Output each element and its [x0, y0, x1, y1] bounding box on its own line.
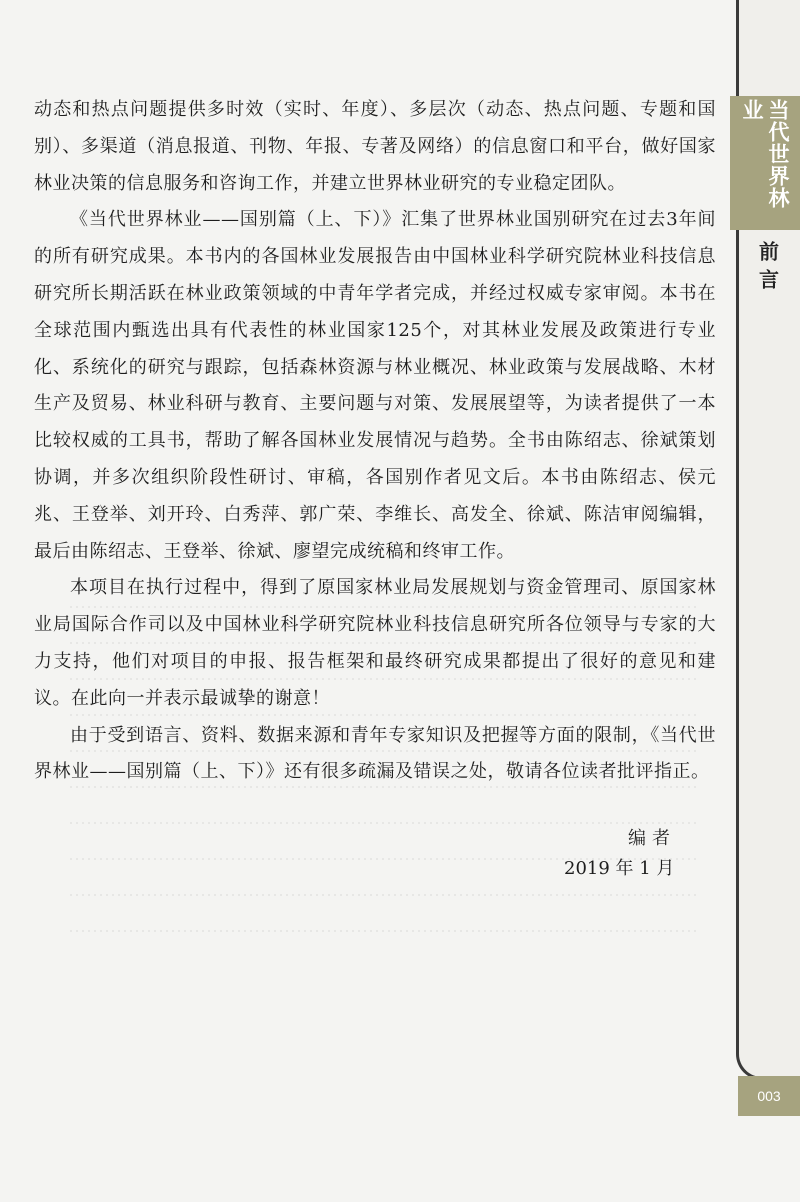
series-title: 当代世界林业	[740, 99, 791, 209]
body-text	[34, 92, 716, 791]
author-signature: 编者	[628, 828, 676, 849]
page-number: 003	[738, 1076, 800, 1116]
section-title: 前言	[755, 241, 780, 297]
paragraph: 动态和热点问题提供多时效（实时、年度）、多层次（动态、热点问题、专题和国别）、多渠道（消息报道、刊物、年报、专著及网络）的信息窗口和平台，做好国家林业决策的信息服务和咨询工作，并建立世界林业研究的专业稳定团队。	[34, 99, 716, 194]
paragraph: 由于受到语言、资料、数据来源和青年专家知识及把握等方面的限制，《当代世界林业——国别篇（上、下）》还有很多疏漏及错误之处，敬请各位读者批评指正。	[34, 724, 716, 783]
paragraph: 本项目在执行过程中，得到了原国家林业局发展规划与资金管理司、原国家林业局国际合作司以及中国林业科学研究院林业科技信息研究所各位领导与专家的大力支持，他们对项目的申报、报告框架和最终研究成果都提出了很好的意见和建议。在此向一并表示最诚挚的谢意！	[34, 577, 716, 709]
paragraph: 《当代世界林业——国别篇（上、下）》汇集了世界林业国别研究在过去3年间的所有研究成果。本书内的各国林业发展报告由中国林业科学研究院林业科技信息研究所长期活跃在林业政策领域的中青年学者完成，并经过权威专家审阅。本书在全球范围内甄选出具有代表性的林业国家125个，对其林业发展及政策进行专业化、系统化的研究与跟踪，包括森林资源与林业概况、林业政策与发展战略、木材生产及贸易、林业科研与教育、主要问题与对策、发展展望等，为读者提供了一本比较权威的工具书，帮助了解各国林业发展情况与趋势。全书由陈绍志、徐斌策划协调，并多次组织阶段性研讨、审稿，各国别作者见文后。本书由陈绍志、侯元兆、王登举、刘开玲、白秀萍、郭广荣、李维长、高发全、徐斌、陈洁审阅编辑，最后由陈绍志、王登举、徐斌、廖望完成统稿和终审工作。	[34, 209, 716, 562]
series-tab	[730, 96, 800, 230]
signature-date: 2019 年 1 月	[564, 858, 675, 879]
signature-block	[552, 824, 722, 884]
